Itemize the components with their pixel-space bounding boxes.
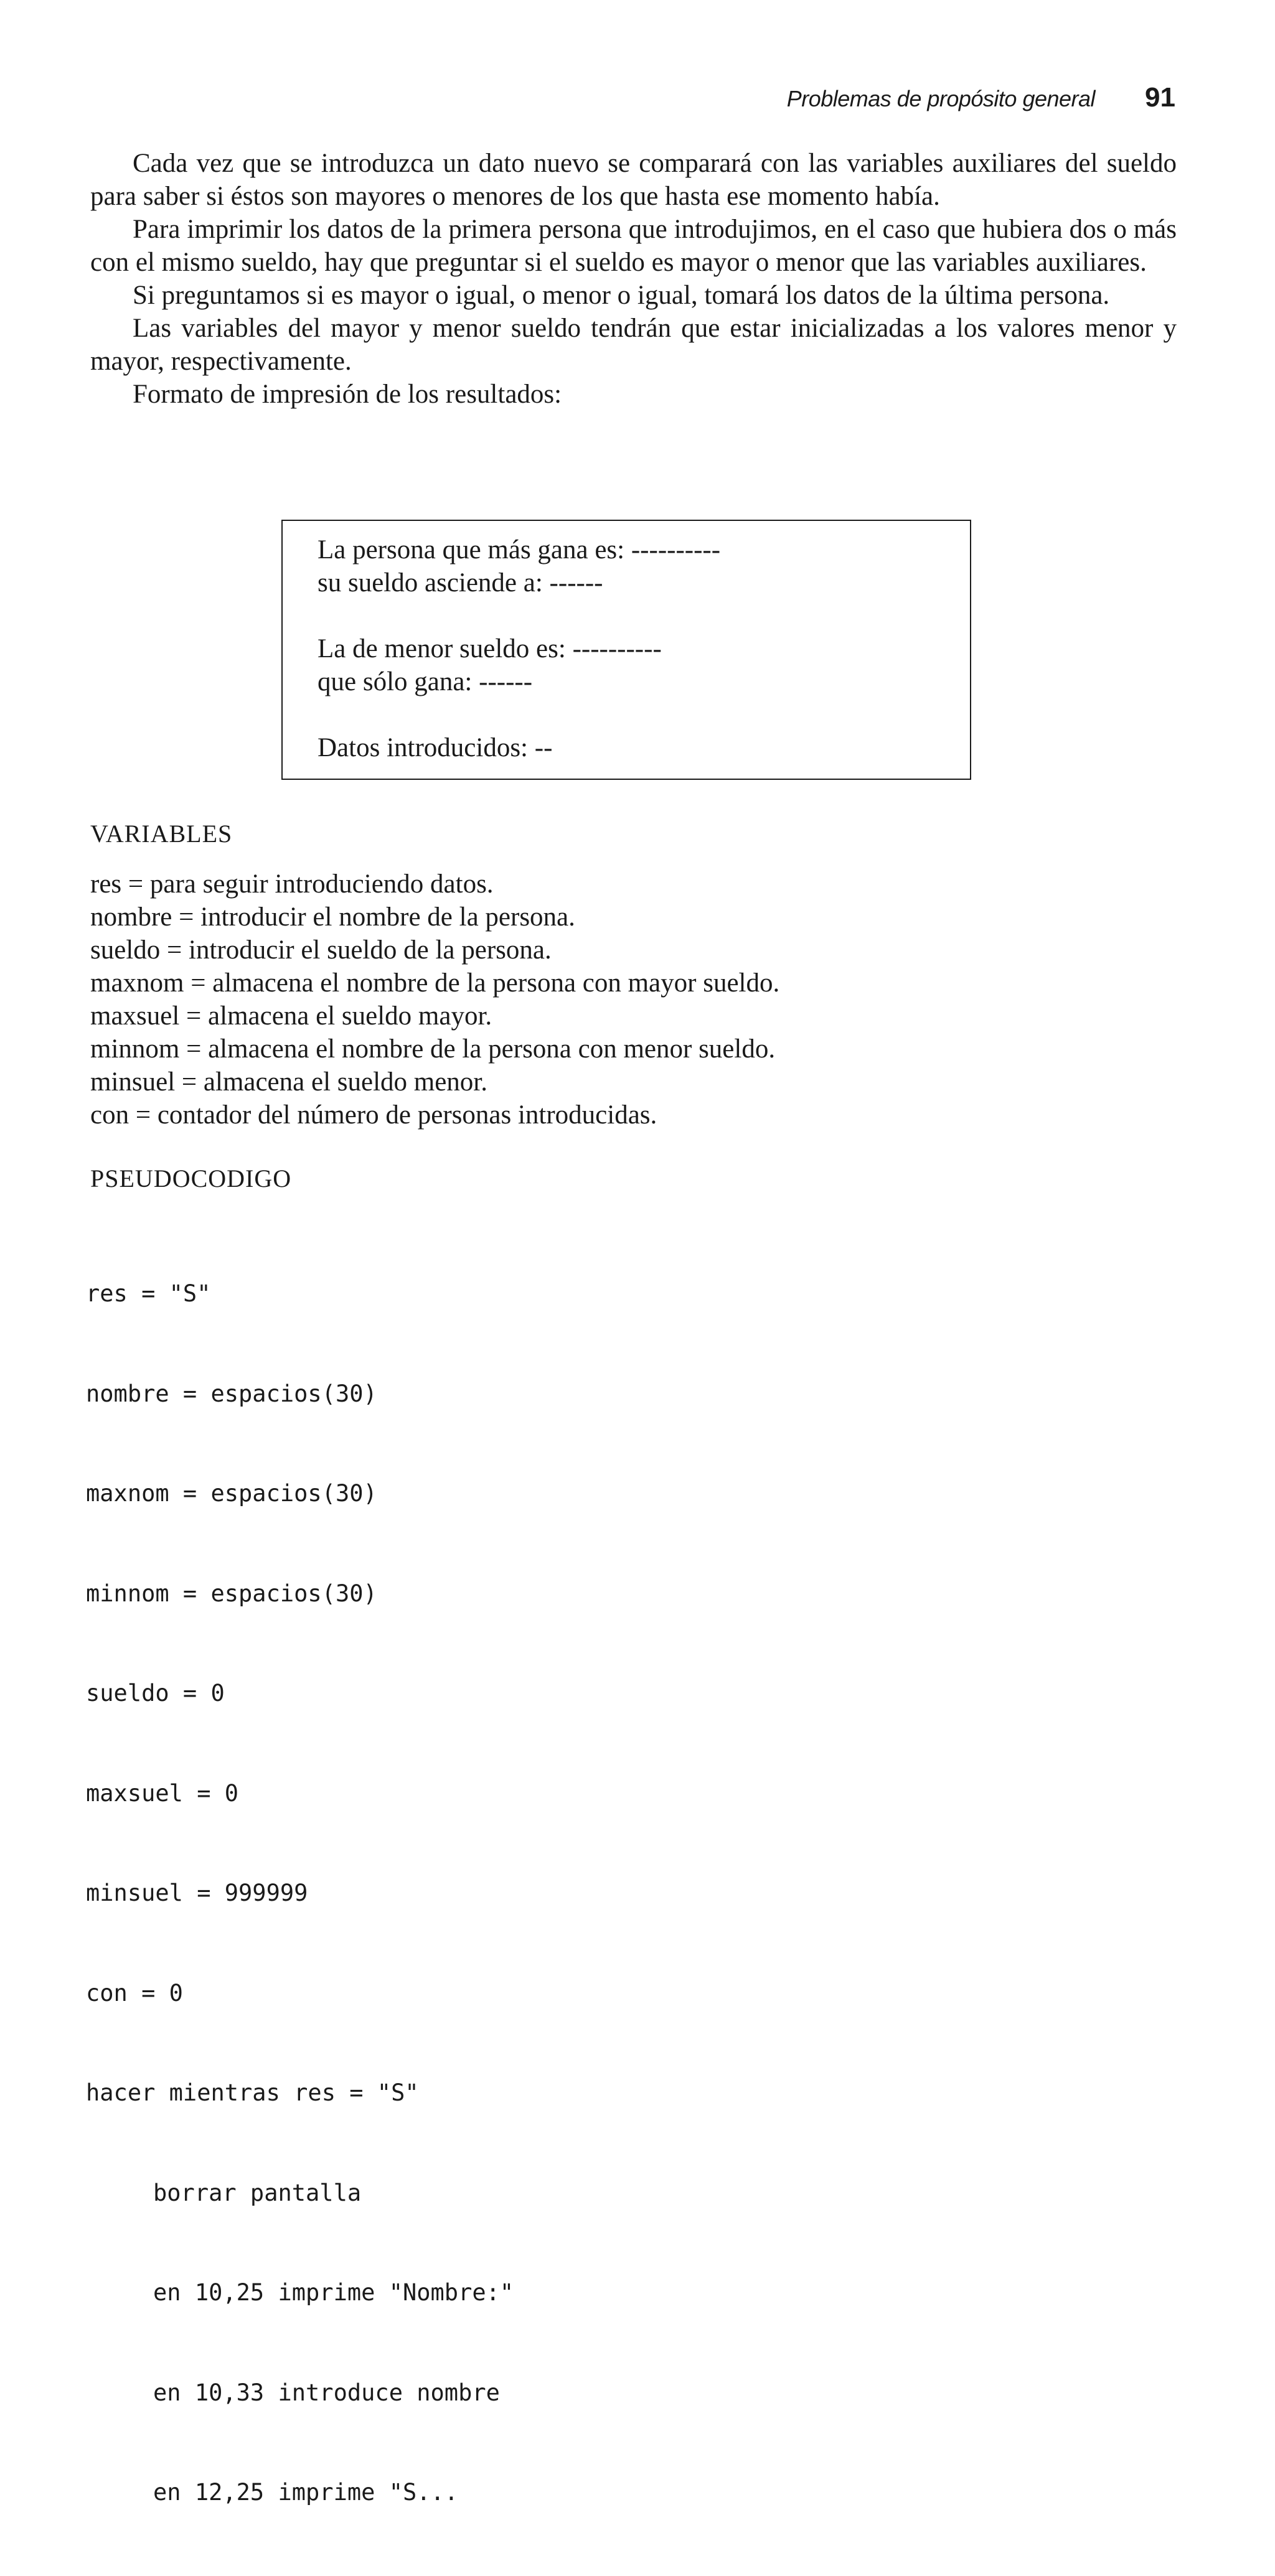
code-line-indented: borrar pantalla [153,2179,362,2206]
format-line: La persona que más gana es: ---------- [318,535,721,564]
code-line: minsuel = 999999 [86,1880,308,1906]
code-line-indented: en 10,33 introduce nombre [153,2379,500,2406]
paragraph: Formato de impresión de los resultados: [133,380,562,409]
code-line-indented: en 12,25 imprime "S... [153,2479,459,2506]
variable-item: minsuel = almacena el sueldo menor. [90,1067,488,1097]
paragraph: Para imprimir los datos de la primera persona que introdujimos, en el caso que hubiera dos o más con el mismo sueldo, hay que preguntar si el sueldo es mayor o menor que las variables auxiliares. [90,215,1177,277]
pseudocode-heading: PSEUDOCODIGO [90,1164,292,1192]
output-format-box [281,520,971,780]
paragraph: Las variables del mayor y menor sueldo tendrán que estar inicializadas a los valores menor y mayor, respectivamente. [90,314,1177,376]
code-line: sueldo = 0 [86,1680,225,1707]
running-head [787,82,1175,113]
variable-item: maxsuel = almacena el sueldo mayor. [90,1001,492,1031]
variable-item: res = para seguir introduciendo datos. [90,869,494,899]
format-spacer [318,698,970,731]
code-line: maxsuel = 0 [86,1779,239,1807]
format-line: su sueldo asciende a: ------ [318,568,603,597]
code-line-indented: en 10,25 imprime "Nombre:" [153,2279,514,2306]
format-line: Datos introducidos: -- [318,733,553,762]
paragraph: Si preguntamos si es mayor o igual, o menor o igual, tomará los datos de la última persona. [133,281,1110,310]
paragraph: Cada vez que se introduzca un dato nuevo se comparará con las variables auxiliares del sueldo para saber si éstos son mayores o menores de los que hasta ese momento había. [90,149,1177,211]
format-spacer [318,599,970,632]
variable-item: con = contador del número de personas introducidas. [90,1100,657,1130]
code-line: con = 0 [86,1979,183,2007]
variable-item: nombre = introducir el nombre de la persona. [90,902,575,932]
variables-heading: VARIABLES [90,820,233,848]
running-title: Problemas de propósito general [786,86,1096,111]
code-line: maxnom = espacios(30) [86,1480,377,1507]
code-line: nombre = espacios(30) [86,1380,377,1407]
variable-item: minnom = almacena el nombre de la persona con menor sueldo. [90,1034,776,1064]
code-line: minnom = espacios(30) [86,1580,377,1607]
page-number: 91 [1145,82,1175,113]
format-line: La de menor sueldo es: ---------- [318,634,662,663]
code-line: hacer mientras res = "S" [86,2079,419,2106]
variable-item: sueldo = introducir el sueldo de la persona. [90,935,552,965]
variables-list [90,868,779,1131]
variable-item: maxnom = almacena el nombre de la persona con mayor sueldo. [90,968,780,998]
format-line: que sólo gana: ------ [318,667,533,696]
code-line: res = "S" [86,1280,211,1307]
pseudocode-block [86,1211,514,2576]
body-text [90,147,1177,411]
